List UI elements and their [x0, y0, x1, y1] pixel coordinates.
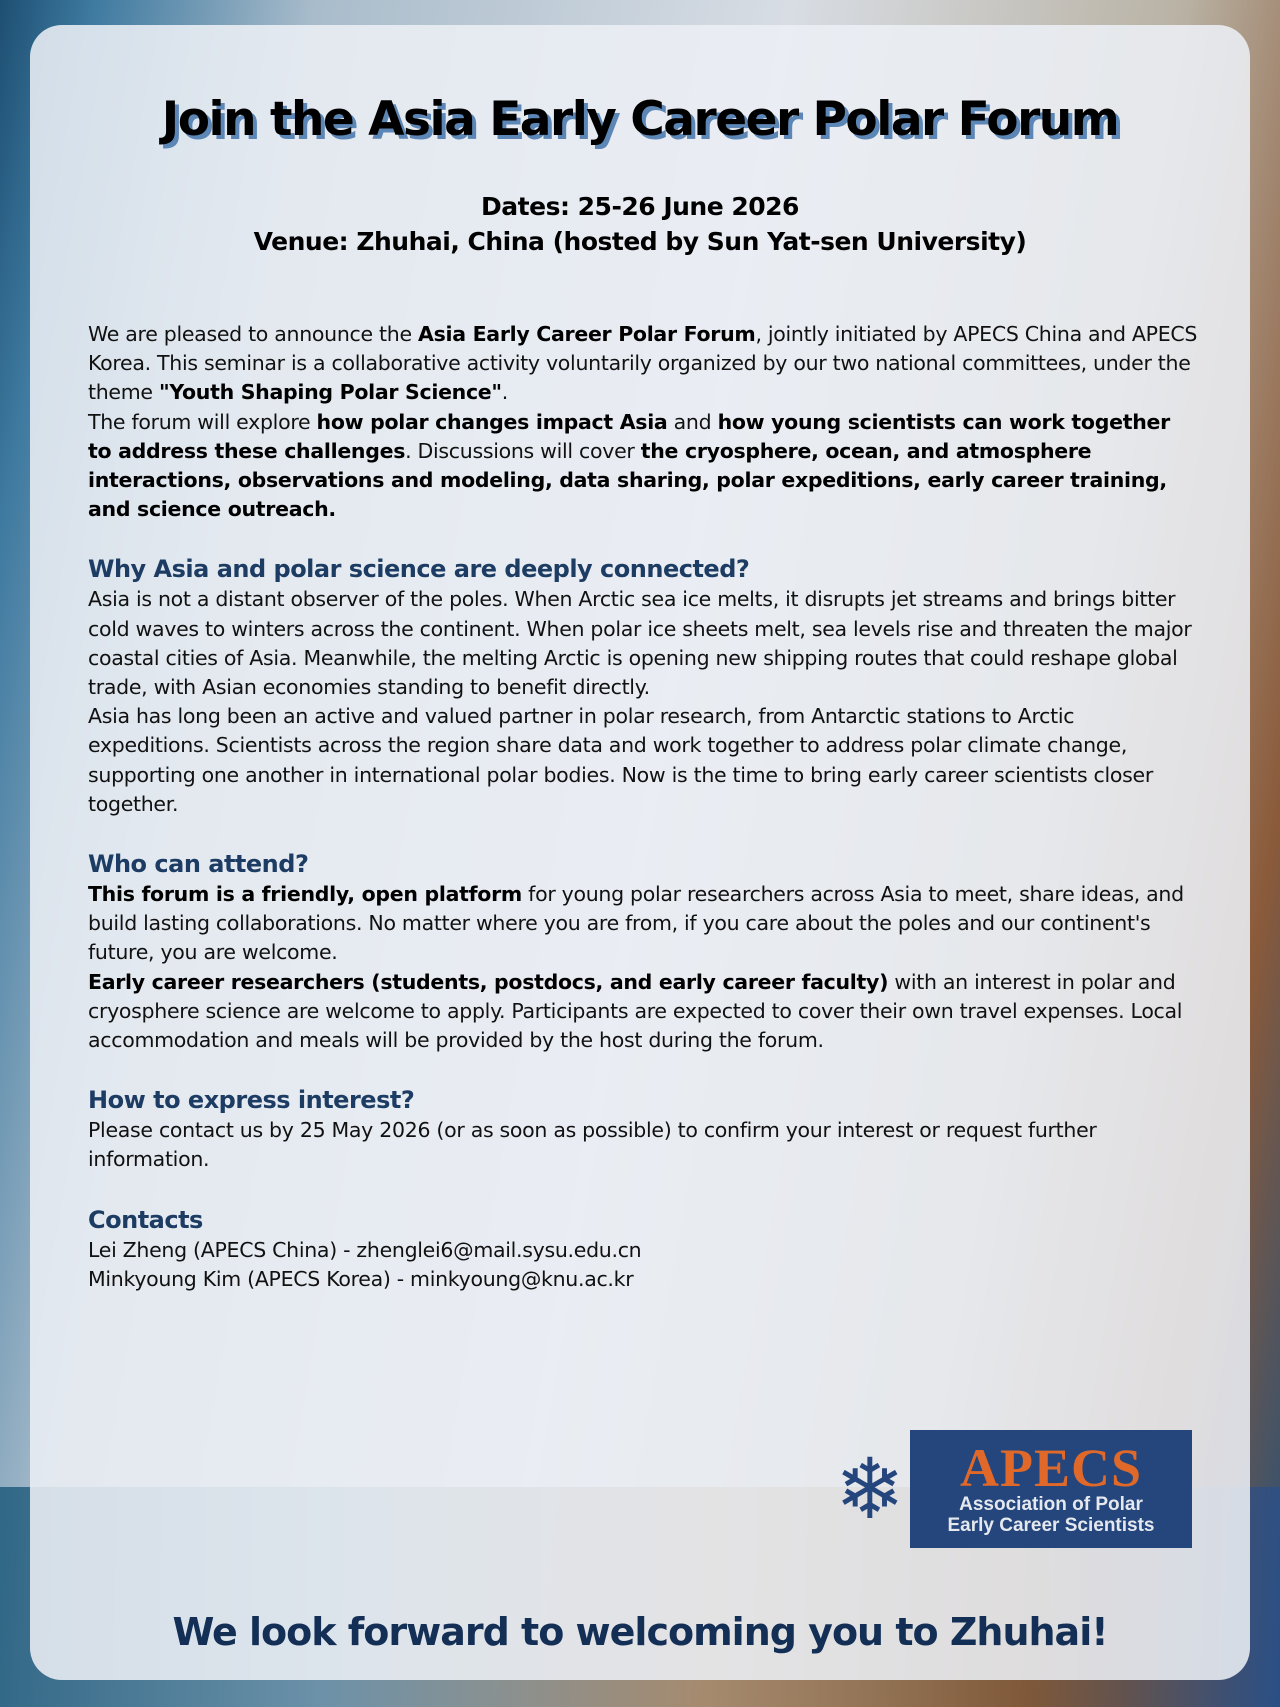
intro-paragraph: We are pleased to announce the Asia Early Career Polar Forum, jointly initiated by APECS China and APECS Korea. This seminar is a collaborative activity voluntarily organized by our two national committees, under the theme "Youth Shaping Polar Science". The forum will explore how polar changes impact Asia and how young scientists can work together to address these challenges. Discussions will cover the cryosphere, ocean, and atmosphere interactions, observations and modeling, data sharing, polar expeditions, early career training, and science outreach. — [88, 322, 1198, 522]
logo-line-1: Association of Polar — [959, 1494, 1143, 1515]
why-paragraph-2: Asia has long been an active and valued partner in polar research, from Antarctic stations to Arctic expeditions. Scientists across the region share data and work together to address polar climate change, supporting one another in international polar bodies. Now is the time to bring early career scientists closer together. — [88, 704, 1153, 816]
event-dates: Dates: 25-26 June 2026 — [481, 192, 799, 221]
poster-body — [88, 320, 1200, 1294]
contacts-heading: Contacts — [88, 1205, 203, 1234]
logo-line-2: Early Career Scientists — [947, 1515, 1155, 1536]
who-heading: Who can attend? — [88, 850, 309, 879]
closing-message: We look forward to welcoming you to Zhuhai! — [172, 1610, 1108, 1654]
event-venue: Venue: Zhuhai, China (hosted by Sun Yat-sen University) — [253, 227, 1027, 256]
page-title: Join the Asia Early Career Polar Forum — [161, 92, 1119, 147]
who-paragraph-1: This forum is a friendly, open platform for young polar researchers across Asia to meet, share ideas, and build lasting collaborations. No matter where you are from, if you care about the poles and our continent's future, you are welcome. — [88, 882, 1184, 965]
logo-box — [910, 1430, 1192, 1548]
how-paragraph: Please contact us by 25 May 2026 (or as soon as possible) to confirm your interest or request further information. — [88, 1118, 1097, 1172]
how-heading: How to express interest? — [88, 1086, 415, 1115]
why-paragraph-1: Asia is not a distant observer of the poles. When Arctic sea ice melts, it disrupts jet streams and brings bitter cold waves to winters across the continent. When polar ice sheets melt, sea levels rise and threaten the major coastal cities of Asia. Meanwhile, the melting Arctic is opening new shipping routes that could reshape global trade, with Asian economies standing to benefit directly. — [88, 587, 1192, 700]
who-paragraph-2: Early career researchers (students, postdocs, and early career faculty) with an interest in polar and cryosphere science are welcome to apply. Participants are expected to cover their own travel expenses. Local accommodation and meals will be provided by the host during the forum. — [88, 969, 1183, 1053]
contact-korea[interactable]: Minkyoung Kim (APECS Korea) - minkyoung@knu.ac.kr — [88, 1266, 634, 1291]
apecs-logo — [830, 1430, 1192, 1548]
why-heading: Why Asia and polar science are deeply connected? — [88, 555, 750, 584]
snowflake-icon: ❄ — [834, 1440, 906, 1538]
logo-wordmark: APECS — [959, 1438, 1143, 1498]
contact-china[interactable]: Lei Zheng (APECS China) - zhenglei6@mail.sysu.edu.cn — [88, 1237, 642, 1262]
